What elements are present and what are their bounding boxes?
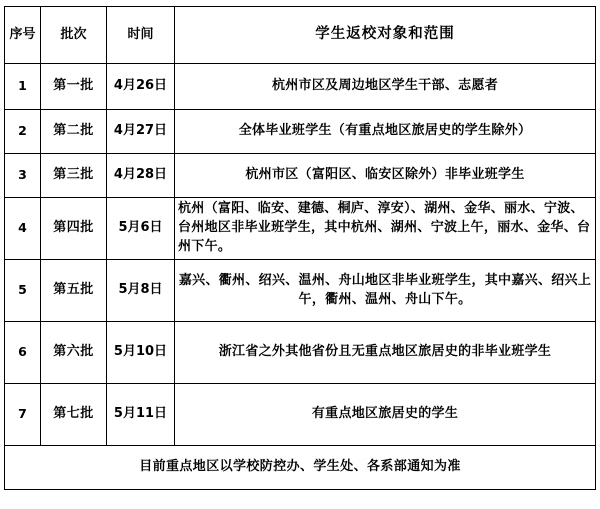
footer-note: 目前重点地区以学校防控办、学生处、各系部通知为准 [5, 446, 596, 490]
column-header-scope: 学生返校对象和范围 [175, 7, 596, 64]
table-row [5, 110, 596, 154]
table-body [5, 64, 596, 446]
table-row [5, 154, 596, 198]
row-batch: 第五批 [41, 260, 107, 322]
row-scope: 有重点地区旅居史的学生 [175, 384, 596, 446]
row-batch: 第二批 [41, 110, 107, 154]
row-batch: 第一批 [41, 64, 107, 110]
column-header-date: 时间 [107, 7, 175, 64]
table-row [5, 384, 596, 446]
row-date: 5月6日 [107, 198, 175, 260]
row-seq: 6 [5, 322, 41, 384]
row-date: 4月27日 [107, 110, 175, 154]
row-seq: 1 [5, 64, 41, 110]
table-row [5, 322, 596, 384]
row-date: 5月10日 [107, 322, 175, 384]
row-batch: 第四批 [41, 198, 107, 260]
row-batch: 第七批 [41, 384, 107, 446]
table-row [5, 260, 596, 322]
return-schedule-table [4, 6, 596, 490]
row-date: 4月26日 [107, 64, 175, 110]
row-date: 5月11日 [107, 384, 175, 446]
row-seq: 3 [5, 154, 41, 198]
footer-row [5, 446, 596, 490]
row-scope: 浙江省之外其他省份且无重点地区旅居史的非毕业班学生 [175, 322, 596, 384]
table-header-row [5, 7, 596, 64]
row-seq: 2 [5, 110, 41, 154]
table-row [5, 198, 596, 260]
row-scope: 嘉兴、衢州、绍兴、温州、舟山地区非毕业班学生，其中嘉兴、绍兴上午，衢州、温州、舟山下午。 [175, 260, 596, 322]
row-seq: 4 [5, 198, 41, 260]
table-header [5, 7, 596, 64]
row-seq: 7 [5, 384, 41, 446]
row-scope: 全体毕业班学生（有重点地区旅居史的学生除外） [175, 110, 596, 154]
row-scope: 杭州市区及周边地区学生干部、志愿者 [175, 64, 596, 110]
row-scope: 杭州（富阳、临安、建德、桐庐、淳安）、湖州、金华、丽水、宁波、台州地区非毕业班学生，其中杭州、湖州、宁波上午，丽水、金华、台州下午。 [175, 198, 596, 260]
row-seq: 5 [5, 260, 41, 322]
column-header-batch: 批次 [41, 7, 107, 64]
row-date: 4月28日 [107, 154, 175, 198]
table-row [5, 64, 596, 110]
row-batch: 第三批 [41, 154, 107, 198]
row-batch: 第六批 [41, 322, 107, 384]
row-date: 5月8日 [107, 260, 175, 322]
row-scope: 杭州市区（富阳区、临安区除外）非毕业班学生 [175, 154, 596, 198]
column-header-seq: 序号 [5, 7, 41, 64]
table-footer [5, 446, 596, 490]
